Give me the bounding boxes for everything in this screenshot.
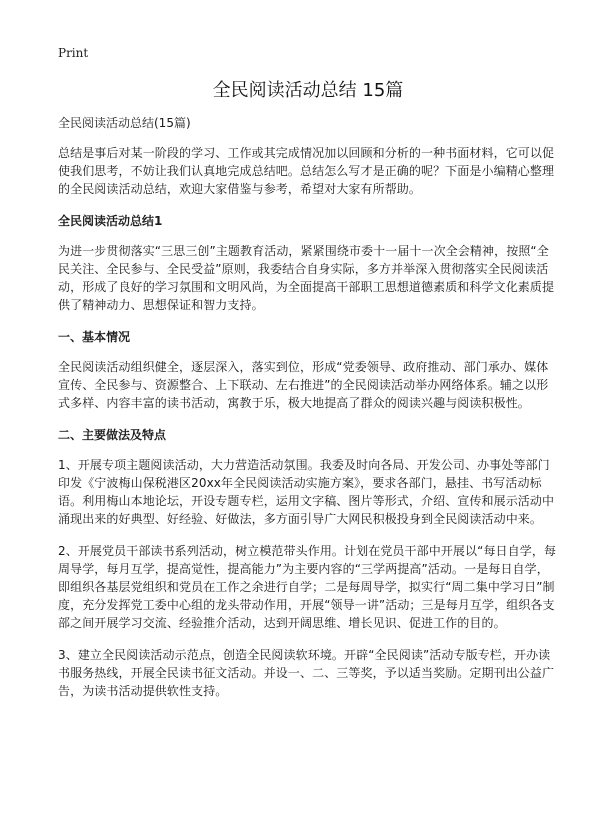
document-subtitle: 全民阅读活动总结(15篇) bbox=[58, 116, 191, 130]
document-title: 全民阅读活动总结 15篇 bbox=[212, 80, 404, 101]
basic-situation-paragraph: 全民阅读活动组织健全，逐层深入，落实到位，形成“党委领导、政府推动、部门承办、媒体宣传、全民参与、资源整合、上下联动、左右推进”的全民阅读活动举办网络体系。辅之以形式多样、内容丰富的读书活动，寓教于乐，极大地提高了群众的阅读兴趣与阅读积极性。 bbox=[58, 360, 549, 410]
practice-paragraph-1: 1、开展专项主题阅读活动，大力营造活动氛围。我委及时向各局、开发公司、办事处等部门印发《宁波梅山保税港区20xx年全民阅读活动实施方案》，要求各部门，悬挂、书写活动标语。利用梅山本地论坛，开设专题专栏，运用文字稿、图片等形式，介绍、宣传和展示活动中涌现出来的好典型、好经验、好做法，多方面引导广大网民积极投身到全民阅读活动中来。 bbox=[58, 458, 555, 526]
document-body bbox=[58, 80, 558, 714]
practice-paragraph-3: 3、建立全民阅读活动示范点，创造全民阅读软环境。开辟“全民阅读”活动专版专栏，开办读书服务热线，开展全民读书征文活动。并设一、二、三等奖，予以适当奖励。定期刊出公益广告，为读书活动提供软性支持。 bbox=[58, 648, 555, 698]
practice-paragraph-2: 2、开展党员干部读书系列活动，树立模范带头作用。计划在党员干部中开展以“每日自学，每周导学，每月互学，提高觉性，提高能力”为主要内容的“三学两提高”活动。一是每日自学，即组织各基层党组织和党员在工作之余进行自学；二是每周导学，拟实行“周二集中学习日”制度，充分发挥党工委中心组的龙头带动作用，开展“领导一讲”活动；三是每月互学，组织各支部之间开展学习交流、经验推介活动，达到开阔思维、增长见识、促进工作的目的。 bbox=[58, 544, 557, 630]
summary-1-paragraph: 为进一步贯彻落实“三思三创”主题教育活动，紧紧围绕市委十一届十一次全会精神，按照“全民关注、全民参与、全民受益”原则，我委结合自身实际，多方并举深入贯彻落实全民阅读活动，形成了良好的学习氛围和文明风尚，为全面提高干部职工思想道德素质和科学文化素质提供了精神动力、思想保证和智力支持。 bbox=[58, 244, 555, 312]
intro-paragraph: 总结是事后对某一阶段的学习、工作或其完成情况加以回顾和分析的一种书面材料，它可以促使我们思考，不妨让我们认真地完成总结吧。总结怎么写才是正确的呢？下面是小编精心整理的全民阅读活动总结，欢迎大家借鉴与参考，希望对大家有所帮助。 bbox=[58, 146, 555, 196]
section-heading-basic-situation: 一、基本情况 bbox=[58, 330, 131, 344]
section-heading-summary-1: 全民阅读活动总结1 bbox=[58, 214, 163, 228]
section-heading-main-practices: 二、主要做法及特点 bbox=[58, 428, 167, 442]
print-link[interactable]: Print bbox=[58, 46, 89, 60]
